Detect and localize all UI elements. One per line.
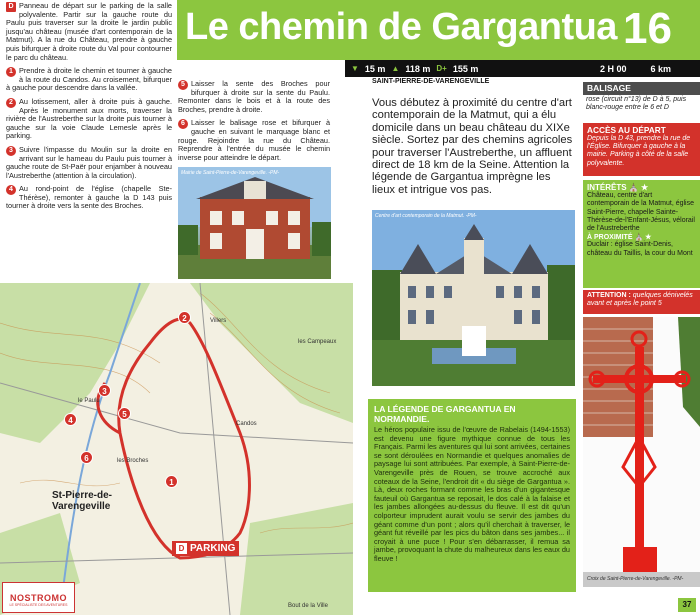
attention-title: ATTENTION : xyxy=(587,292,631,299)
steps-column-2 xyxy=(178,80,330,167)
photo-chateau xyxy=(372,210,575,386)
chateau-illustration xyxy=(372,210,575,386)
logo-subtitle: LE SPÉCIALISTE DES AVENTURES xyxy=(9,603,68,607)
map-label-candos: Candos xyxy=(236,421,257,427)
duration: 2 H 00 xyxy=(599,63,627,74)
photo-mairie xyxy=(178,167,331,279)
balisage-heading: BALISAGE xyxy=(583,82,700,95)
step-badge: 3 xyxy=(6,146,16,156)
publisher-logo xyxy=(2,582,75,613)
step-text: Suivre l'impasse du Moulin sur la droite en arrivant sur le hameau du Paulu puis tourner à gauche route de St-Paër pour enjamber à nouveau l'Austreberthe (attention à la circulation). xyxy=(6,144,172,180)
parking-marker xyxy=(172,541,239,556)
map-pin-3: 3 xyxy=(98,384,111,397)
acces-title: ACCÈS AU DÉPART xyxy=(587,125,666,135)
proximite-title xyxy=(587,233,696,241)
step-d xyxy=(6,2,172,62)
interets-text: Château, centre d'art contemporain de la Matmut, église Saint-Pierre, chapelle Sainte-Thérèse-de-l'Enfant-Jésus, vélorail de l'Austreberthe xyxy=(587,192,695,233)
step-5 xyxy=(178,80,330,114)
alt-min: 15 m xyxy=(364,63,386,74)
step-3 xyxy=(6,146,172,180)
step-text: Panneau de départ sur le parking de la salle polyvalente. Partir sur la gauche route du Paulu puis traverser sur la droite le jardin public jusqu'au château (musée d'art contemporain de la Matmut). A la rue du Château, prendre à gauche puis bifurquer à droite route du Val pour contourner le parc du château. xyxy=(6,1,172,62)
step-text: Laisser la sente des Broches pour bifurquer à droite sur la sente du Paulu. Remonter dans le bois et à la route des Broches, prendre à droite. xyxy=(178,79,330,114)
photo-caption: Centre d'art contemporain de la Matmut. -PM- xyxy=(375,213,477,219)
denivele-icon: D+ xyxy=(436,64,447,73)
balisage-text: rose (circuit n°13) de D à 5, puis blanc-rouge entre le 6 et D xyxy=(586,96,687,112)
step-text: Au lotissement, aller à droite puis à gauche. Après le monument aux morts, traverser la rivière de l'Austreberthe sur la droite puis tourner à gauche sur la voie Claude Lemesle après le parking. xyxy=(6,96,172,141)
alt-min-icon: ▼ xyxy=(351,64,359,73)
map-label-campeaux: les Campeaux xyxy=(298,339,337,345)
route-number: 16 xyxy=(623,4,672,53)
interets-title xyxy=(587,183,696,192)
page-title-part1: Le chemin xyxy=(185,6,369,48)
route-map xyxy=(0,283,353,615)
step-badge: 6 xyxy=(178,119,188,129)
alt-max-icon: ▲ xyxy=(391,64,400,73)
photo-caption: Mairie de Saint-Pierre-de-Varengeville. -PM- xyxy=(181,170,280,176)
photo-croix xyxy=(583,317,700,587)
proximite-title-text: À PROXIMITÉ xyxy=(587,234,633,242)
map-pin-1: 1 xyxy=(165,475,178,488)
step-badge: D xyxy=(6,2,16,12)
proximite-icon: ⛪ ★ xyxy=(634,234,652,242)
logo-name: NOSTROMO xyxy=(10,593,67,603)
alt-max: 118 m xyxy=(405,63,431,74)
town-heading: SAINT-PIERRE-DE-VARENGEVILLE xyxy=(372,78,490,85)
map-town-label: St-Pierre-de-Varengeville xyxy=(52,490,113,512)
attention-box xyxy=(583,290,700,314)
interets-title-text: INTÉRÊTS xyxy=(587,183,627,192)
legend-box xyxy=(368,399,576,592)
map-label-bout-ville: Bout de la Ville xyxy=(288,603,328,609)
proximite-text: Duclair : église Saint-Denis, château du Taillis, la cour du Mont xyxy=(587,241,693,257)
legend-text: Le héros populaire issu de l'œuvre de Rabelais (1494-1553) est devenu une figure mythique connue de tous les Français. Parmi les aventures qui lui sont arrivées, certaines se sont déroulées en Normandie et quelques anomalies de paysage lui sont attribuées. Par exemple, à Saint-Pierre-de-Varengeville près de Rouen, se trouve accroché aux coteaux de la Seine, l'endroit dit « du siège de Gargantua ». Là, deux roches formant comme les bras d'un gigantesque fauteuil où Gargantua se reposait, le dos calé à la falaise et les jambes allongées au-dessus du fleuve. Il est dit qu'un colporteur imprudent aurait voulu se servir des jambes du géant comme d'un pont ; alors qu'il cherchait à traverser, le géant fut réveillé par les pics du bâton dans ses jambes... il croyait à une puce ! Pour s'en débarrasser, il remua sa jambe, provoquant la chute du malheureux dans les eaux du fleuve ! xyxy=(374,425,570,563)
map-label-broches: les Broches xyxy=(117,458,149,464)
map-label-paulu: le Paulu xyxy=(78,398,100,404)
step-text: Prendre à droite le chemin et tourner à gauche à la route du Candos. Au croisement, bifurquer à gauche pour descendre dans la vallée. xyxy=(6,66,172,93)
acces-box xyxy=(583,123,700,176)
steps-column-1 xyxy=(6,2,172,216)
step-badge: 1 xyxy=(6,67,16,77)
step-4 xyxy=(6,185,172,211)
attention-text: quelques dénivelés avant et après le point 5 xyxy=(587,292,693,308)
photo-caption: Croix de Saint-Pierre-de-Varengeville. -PM- xyxy=(587,576,684,582)
map-pin-2: 2 xyxy=(178,311,191,324)
step-text: Laisser le balisage rose et bifurquer à gauche en suivant le marquage blanc et rouge. Rejoindre la rue du Château. Reprendre à l'entrée du musée le chemin inverse pour atteindre le départ. xyxy=(178,118,330,162)
cross-illustration xyxy=(583,317,700,587)
intro-text: Vous débutez à proximité du centre d'art contemporain de la Matmut, qui a élu domicile dans un beau château du XIXe siècle. Sortez par des chemins agricoles pour traverser l'Austreberthe, un affluent direct de 18 km de la Seine. Attention la légende de Gargantua imprègne les lieux et intrigue vos pas. xyxy=(372,97,573,196)
map-pin-6: 6 xyxy=(80,451,93,464)
step-badge: 4 xyxy=(6,185,16,195)
page-title-part2: de Gargantua xyxy=(378,6,617,48)
interets-box xyxy=(583,180,700,288)
acces-text: Depuis la D 43, prendre la rue de l'Église. Bifurquer à gauche à la mairie. Parking à côté de la salle polyvalente. xyxy=(587,135,691,167)
step-text: Au rond-point de l'église (chapelle Ste-Thérèse), remonter à gauche la D 143 puis tourner à droite vers la sente des Broches. xyxy=(6,184,172,211)
heritage-icon: ⛪ ★ xyxy=(628,183,649,192)
step-6 xyxy=(178,119,330,162)
page-number: 37 xyxy=(678,598,696,612)
legend-title: LA LÉGENDE DE GARGANTUA EN NORMANDIE. xyxy=(374,404,516,424)
parking-code: D xyxy=(176,543,187,554)
step-badge: 2 xyxy=(6,98,16,108)
distance: 6 km xyxy=(650,63,671,74)
mairie-illustration xyxy=(178,167,331,279)
map-label-villers: Villers xyxy=(210,318,227,324)
map-pin-5: 5 xyxy=(118,407,131,420)
denivele: 155 m xyxy=(452,63,479,74)
stats-bar xyxy=(345,60,700,77)
step-2 xyxy=(6,98,172,141)
step-1 xyxy=(6,67,172,93)
map-illustration xyxy=(0,283,353,615)
parking-label: PARKING xyxy=(190,543,236,554)
map-pin-4: 4 xyxy=(64,413,77,426)
step-badge: 5 xyxy=(178,80,188,90)
